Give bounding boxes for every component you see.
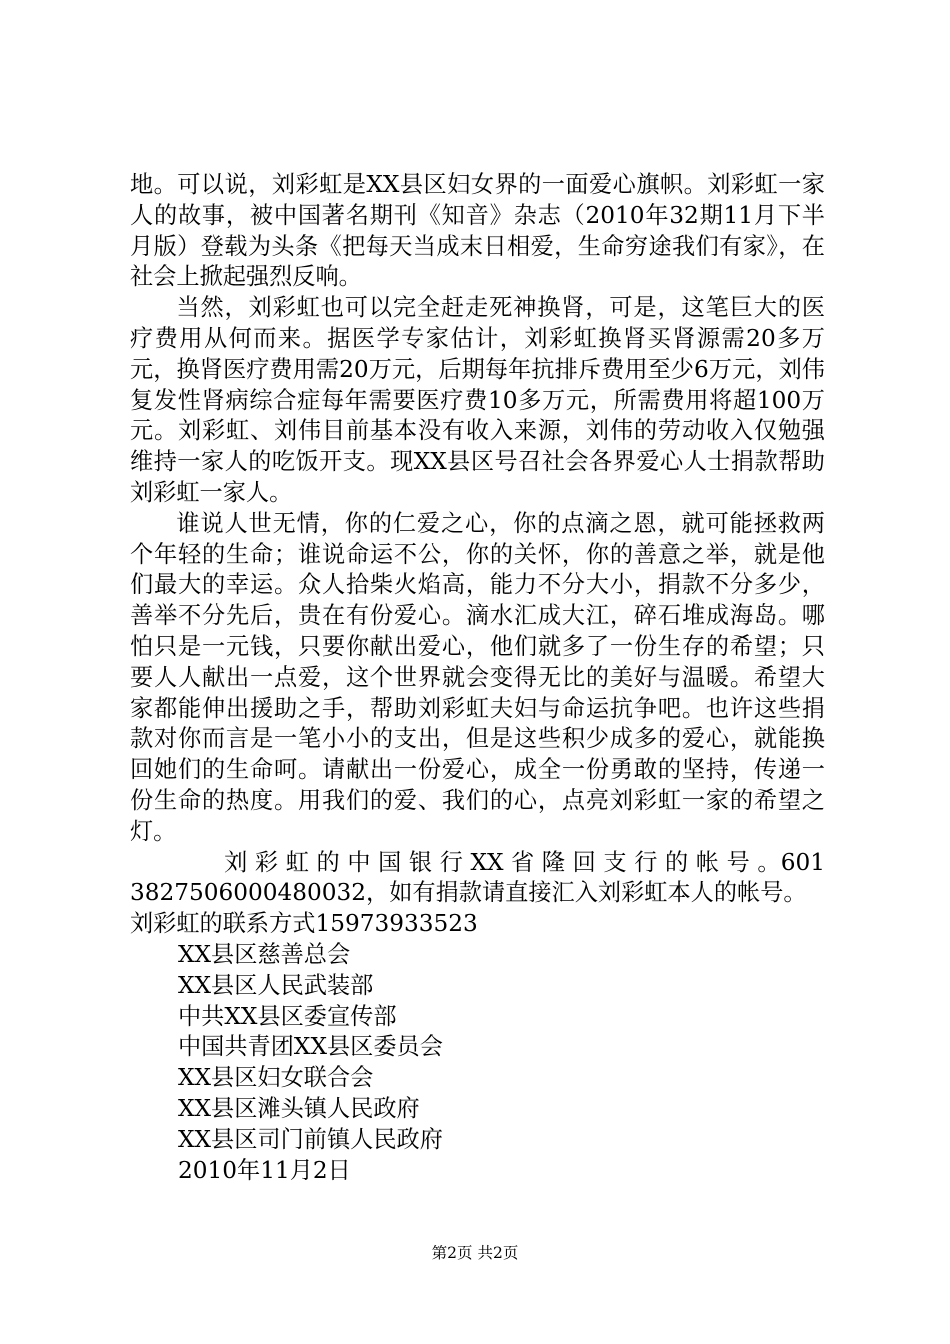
bank-account-line-1: 刘 彩 虹 的 中 国 银 行 XX 省 隆 回 支 行 的 帐 号 。 (224, 848, 781, 876)
signatory-item: XX县区慈善总会 (178, 940, 351, 968)
paragraph-medical-costs: 当然，刘彩虹也可以完全赶走死神换肾，可是，这笔巨大的医疗费用从何而来。据医学专家估计，刘彩虹换肾买肾源需20多万元，换肾医疗费用需20万元，后期每年抗排斥费用至少6万元，刘伟复发性肾病综合症每年需要医疗费10多万元，所需费用将超100万元。刘彩虹、刘伟目前基本没有收入来源，刘伟的劳动收入仅勉强维持一家人的吃饭开支。现XX县区号召社会各界爱心人士捐款帮助刘彩虹一家人。 (130, 294, 825, 506)
contact-line: 刘彩虹的联系方式15973933523 (130, 910, 478, 938)
document-date: 2010年11月2日 (178, 1156, 351, 1184)
signatory-item: XX县区司门前镇人民政府 (178, 1125, 443, 1153)
page-footer: 第2页 共2页 (431, 1244, 519, 1262)
signatory-list (130, 940, 825, 1186)
bank-account-paragraph (130, 848, 825, 910)
signatory-item: XX县区滩头镇人民政府 (178, 1094, 420, 1122)
signatory-item: 中国共青团XX县区委员会 (178, 1033, 443, 1061)
signatory-item: XX县区妇女联合会 (178, 1064, 374, 1092)
paragraph-appeal: 谁说人世无情，你的仁爱之心，你的点滴之恩，就可能拯救两个年轻的生命；谁说命运不公，你的关怀，你的善意之举，就是他们最大的幸运。众人拾柴火焰高，能力不分大小，捐款不分多少，善举不分先后，贵在有份爱心。滴水汇成大江，碎石堆成海岛。哪怕只是一元钱，只要你献出爱心，他们就多了一份生存的希望；只要人人献出一点爱，这个世界就会变得无比的美好与温暖。希望大家都能伸出援助之手，帮助刘彩虹夫妇与命运抗争吧。也许这些捐款对你而言是一笔小小的支出，但是这些积少成多的爱心，就能换回她们的生命呵。请献出一份爱心，成全一份勇敢的坚持，传递一份生命的热度。用我们的爱、我们的心，点亮刘彩虹一家的希望之灯。 (130, 509, 825, 845)
signatory-item: XX县区人民武装部 (178, 971, 374, 999)
bank-account-line-2: 601382750600048003​2，如有捐款请直接汇入刘彩虹本人的帐号。 (130, 848, 825, 907)
document-body (130, 170, 825, 1186)
signatory-item: 中共XX县区委宣传部 (178, 1002, 397, 1030)
paragraph-continuation: 地。可以说，刘彩虹是XX县区妇女界的一面爱心旗帜。刘彩虹一家人的故事，被中国著名期刊《知音》杂志（2010年32期11月下半月版）登载为头条《把每天当成末日相爱，生命穷途我们有家》，在社会上掀起强烈反响。 (130, 171, 825, 291)
